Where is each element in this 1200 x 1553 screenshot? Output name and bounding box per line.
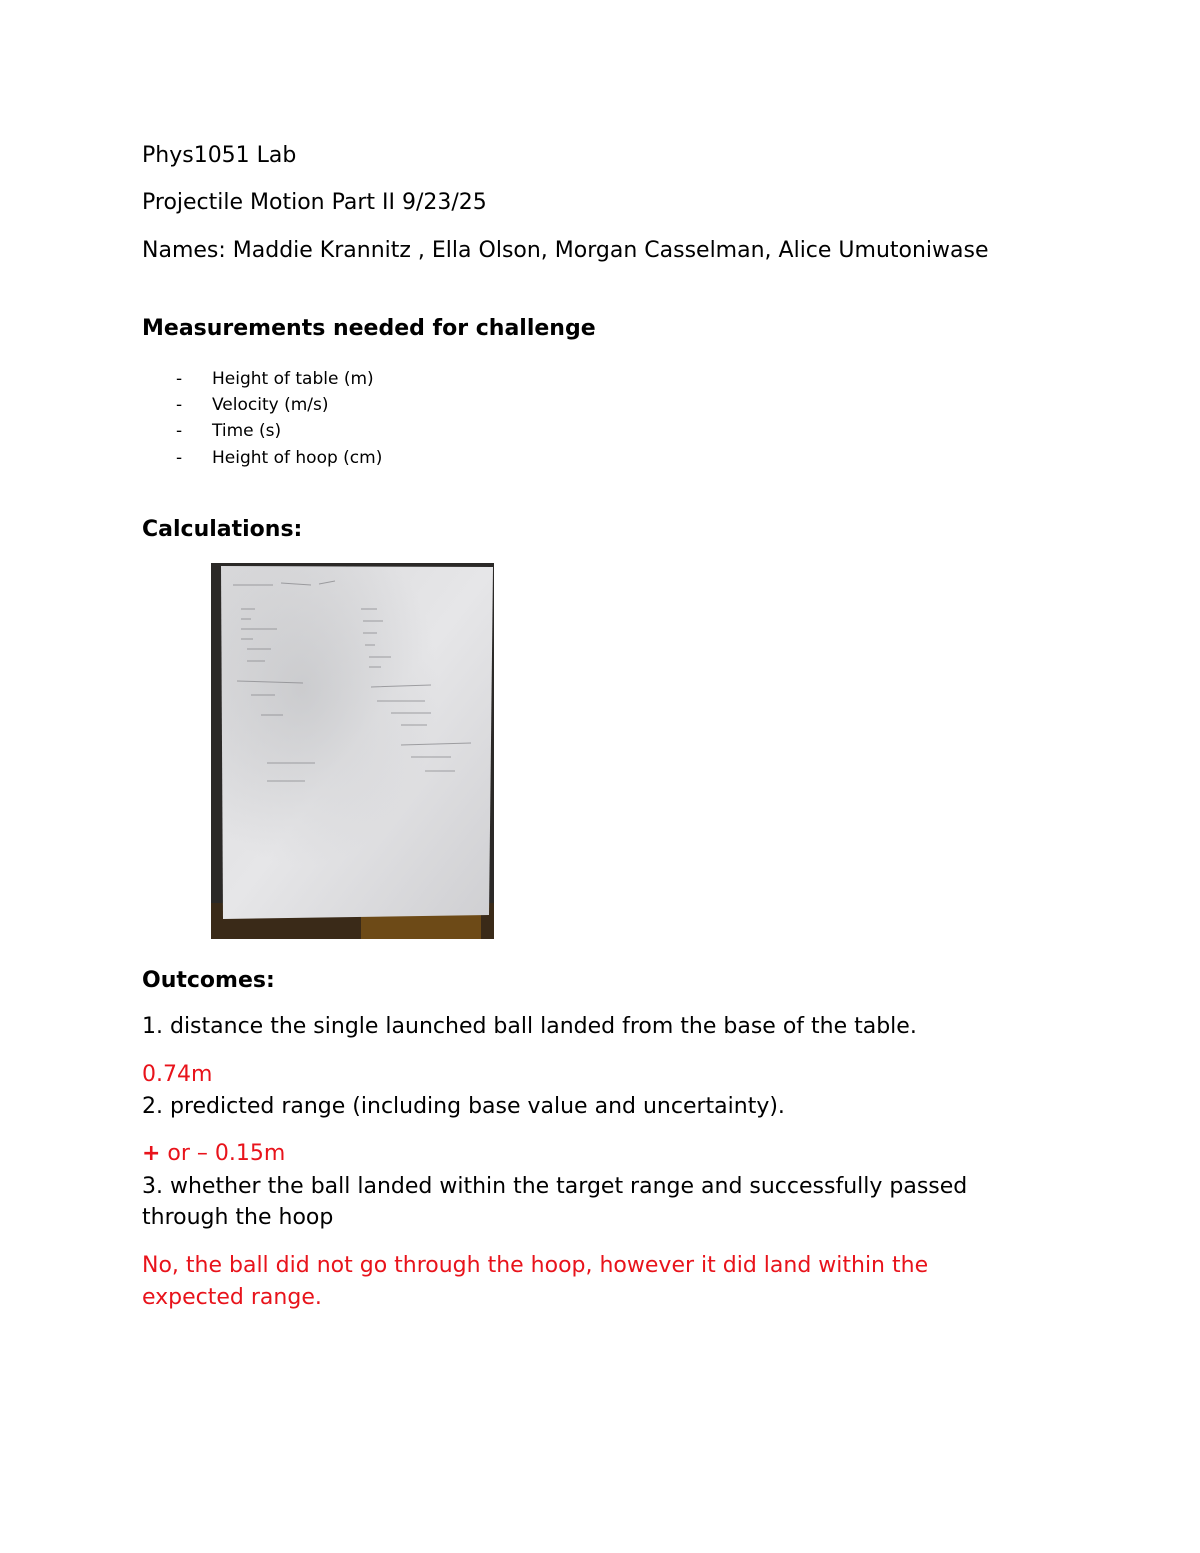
list-item-label: Height of hoop (cm) [212, 447, 383, 468]
outcome-answer-1: 0.74m [142, 1062, 213, 1087]
measurements-heading: Measurements needed for challenge [142, 316, 596, 341]
bullet-dash: - [176, 395, 183, 416]
list-item [176, 445, 382, 471]
list-item [176, 392, 382, 418]
bullet-dash: - [176, 447, 183, 468]
course-title: Phys1051 Lab [142, 143, 297, 168]
outcomes-heading: Outcomes: [142, 968, 275, 993]
outcome-answer-2 [142, 1140, 285, 1168]
names-line: Names: Maddie Krannitz , Ella Olson, Morgan Casselman, Alice Umutoniwase [142, 238, 989, 263]
outcome-question-2: 2. predicted range (including base value and uncertainty). [142, 1094, 785, 1119]
measurements-list [176, 366, 382, 471]
outcome-answer-3-line-2: expected range. [142, 1285, 322, 1310]
outcome-question-3-line-2: through the hoop [142, 1205, 334, 1230]
uncertainty-value: or – 0.15m [160, 1141, 286, 1166]
list-item [176, 418, 382, 444]
outcome-answer-3-line-1: No, the ball did not go through the hoop, however it did land within the [142, 1253, 929, 1278]
outcome-question-1: 1. distance the single launched ball landed from the base of the table. [142, 1014, 917, 1039]
plus-symbol: + [142, 1141, 161, 1166]
bullet-dash: - [176, 369, 183, 389]
calculations-photo [211, 563, 494, 939]
bullet-dash: - [176, 421, 183, 442]
calculations-heading: Calculations: [142, 517, 303, 542]
outcome-question-3-line-1: 3. whether the ball landed within the target range and successfully passed [142, 1174, 968, 1199]
list-item-label: Time (s) [212, 421, 282, 442]
list-item-label: Velocity (m/s) [212, 395, 329, 416]
list-item-label: Height of table (m) [212, 369, 374, 389]
list-item [176, 366, 382, 392]
assignment-title: Projectile Motion Part II 9/23/25 [142, 190, 487, 215]
